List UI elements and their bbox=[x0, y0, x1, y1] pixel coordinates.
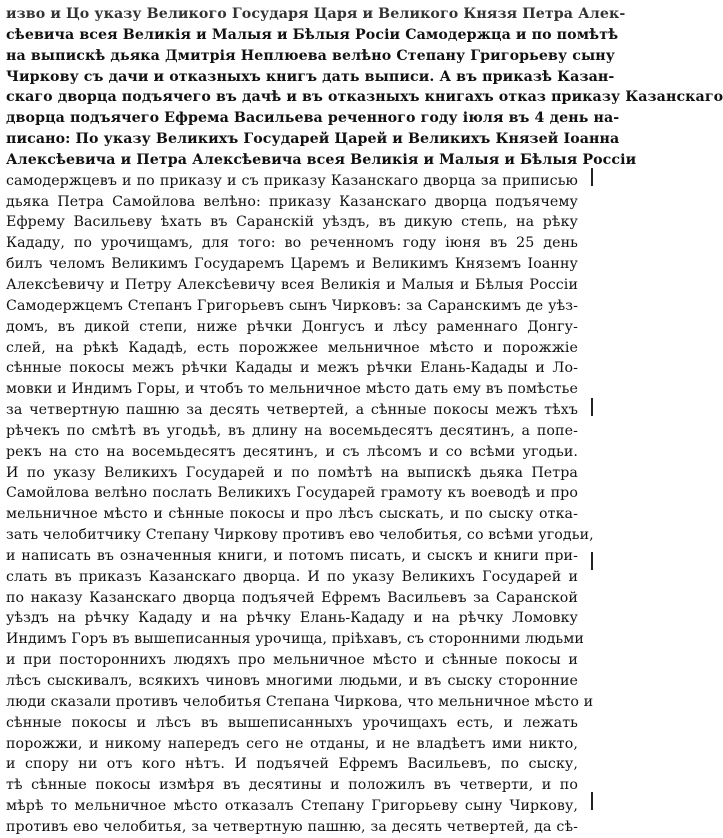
text-line: противъ ево челобитья, за четвертную пашню, за десять четвертей, да сѣ- bbox=[6, 818, 578, 835]
text-line: Алексѣевичу и Петру Алексѣевичу всея Великія и Малыя и Бѣлыя Россіи bbox=[6, 276, 578, 293]
text-line: рекъ на сто на восемьдесятъ десятинъ, и съ лѣсомъ и со всѣми угодьи. bbox=[6, 443, 578, 460]
text-line: дьяка Петра Самойлова велѣно: приказу Казанскаго дворца подъячему bbox=[6, 193, 578, 210]
margin-mark bbox=[591, 552, 601, 570]
text-line: Самодержцемъ Степанъ Григорьевъ сынъ Чирковъ: за Саранскимъ де уѣз- bbox=[6, 297, 578, 314]
text-line: за четвертную пашню за десять четвертей, а сѣнные покосы межъ тѣхъ bbox=[6, 402, 578, 419]
text-line: самодержцевъ и по приказу и съ приказу Казанскаго дворца за приписью bbox=[6, 172, 578, 189]
text-line: сѣнные покосы межъ рѣчки Кадады и межъ рѣчки Елань-Кадады и Ло- bbox=[6, 360, 578, 377]
text-line: по наказу Казанскаго дворца подъячей Ефремъ Васильевъ за Саранской bbox=[6, 589, 578, 606]
text-line: домъ, въ дикой степи, ниже рѣчки Донгусъ и лѣсу раменнаго Донгу- bbox=[6, 318, 578, 335]
text-line: мѣрѣ то мельничное мѣсто отказалъ Степану Григорьеву сыну Чиркову, bbox=[6, 798, 578, 815]
text-line: порожжи, и никому напередъ сего не отданы, и не владѣетъ ими никто, bbox=[6, 735, 578, 752]
text-line: Индимъ Горъ въ вышеписанныя урочища, пріѣхавъ, съ сторонними людьми bbox=[6, 631, 584, 648]
text-line: Чиркову съ дачи и отказныхъ книгъ дать выписи. А въ приказѣ Казан- bbox=[6, 68, 615, 85]
text-line: слей, на рѣкѣ Кададѣ, есть порожжее мельничное мѣсто и порожжіе bbox=[6, 339, 578, 356]
text-line: сѣевича всея Великія и Малыя и Бѣлыя Росіи Самодержца и по помѣтѣ bbox=[6, 26, 619, 43]
text-line: зать челобитчику Степану Чиркову противъ ево челобитья, со всѣми угодьи, bbox=[6, 527, 594, 544]
text-line: скаго дворца подъячего въ дачѣ и въ отказныхъ книгахъ отказ приказу Казанскаго bbox=[6, 89, 723, 106]
document-text bbox=[6, 4, 723, 838]
text-line: Кададу, по урочищамъ, для того: во реченномъ году іюня въ 25 день bbox=[6, 235, 578, 252]
text-line: сѣнные покосы и лѣсъ въ вышеписанныхъ урочищахъ есть, и лежать bbox=[6, 714, 578, 731]
text-line: изво и Цо указу Великого Государя Царя и Великого Князя Петра Алек- bbox=[6, 6, 626, 22]
text-line: Алексѣевича и Петра Алексѣевича всея Великія и Малыя и Бѣлыя Россіи bbox=[6, 151, 637, 168]
text-line: рѣчекъ по смѣтѣ въ угодьѣ, въ длину на восемьдесятъ десятинъ, а попе- bbox=[6, 422, 578, 439]
text-line: на выпискѣ дьяка Дмитрія Неплюева велѣно Степану Григорьеву сыну bbox=[6, 47, 615, 64]
text-line: писано: По указу Великихъ Государей Царей и Великихъ Князей Іоанна bbox=[6, 131, 620, 148]
text-line: мовки и Индимъ Горы, и чтобъ то мельничное мѣсто дать ему въ помѣстье bbox=[6, 381, 578, 398]
text-line: и при постороннихъ людяхъ про мельничное мѣсто и сѣнные покосы и bbox=[6, 652, 578, 669]
margin-mark bbox=[591, 398, 601, 416]
text-line: тѣ сѣнные покосы измѣря въ десятины и положилъ въ четверти, и по bbox=[6, 777, 578, 794]
text-line: И по указу Великихъ Государей и по помѣтѣ на выпискѣ дьяка Петра bbox=[6, 464, 578, 481]
text-line: уѣздъ на рѣчку Кададу и на рѣчку Елань-Кададу и на рѣчку Ломовку bbox=[6, 610, 578, 627]
text-line: и спору ни отъ кого нѣтъ. И подъячей Ефремъ Васильевъ, по сыску, bbox=[6, 756, 578, 773]
text-line: люди сказали противъ челобитья Степана Чиркова, что мельничное мѣсто и bbox=[6, 693, 594, 710]
text-line: Ефрему Васильеву ѣхать въ Саранскій уѣздъ, въ дикую степь, на рѣку bbox=[6, 214, 578, 231]
margin-mark bbox=[591, 168, 601, 186]
text-line: билъ челомъ Великимъ Государемъ Царемъ и Великимъ Княземъ Іоанну bbox=[6, 256, 578, 273]
text-line: мельничное мѣсто и сѣнные покосы и про лѣсъ сыскать, и по сыску отка- bbox=[6, 506, 578, 523]
text-line: лѣсъ сыскивалъ, всякихъ чиновъ многими людьми, и въ сыску сторонние bbox=[6, 673, 578, 689]
text-line: дворца подъячего Ефрема Васильева реченного году іюля въ 4 день на- bbox=[6, 110, 620, 127]
text-line: и написать въ означенныя книги, и потомъ писать, и сыскъ и книги при- bbox=[6, 547, 578, 564]
text-line: слать въ приказъ Казанскаго дворца. И по указу Великихъ Государей и bbox=[6, 568, 578, 585]
text-line: Самойлова велѣно послать Великихъ Государей грамоту къ воеводѣ и про bbox=[6, 485, 578, 502]
margin-mark bbox=[591, 792, 601, 810]
